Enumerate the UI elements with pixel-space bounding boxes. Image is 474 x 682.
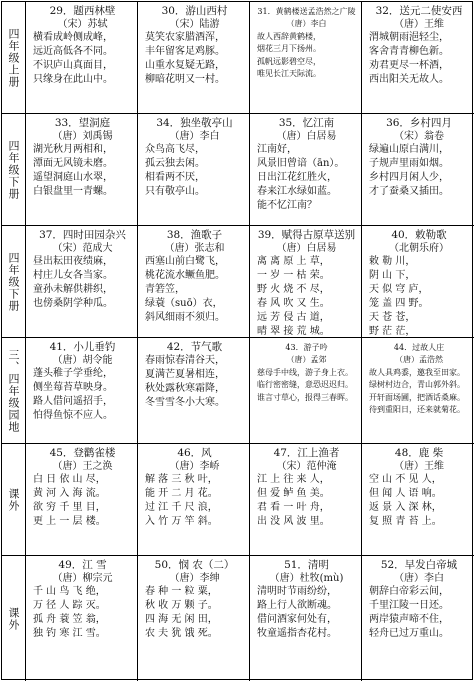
poem-author: （宋）苏轼: [57, 19, 108, 30]
poem-line: 蓬头稚子学垂纶，: [33, 368, 113, 379]
poem-title: 48．鹿 柴: [394, 447, 444, 459]
poem-line: 野 茫 茫，: [369, 326, 416, 337]
poem-title: 32．送元二使安西: [375, 5, 463, 17]
poem-cell: [250, 114, 362, 226]
poem-cell: [26, 556, 138, 681]
poem-line: 夏满芒夏暑相连，: [145, 369, 225, 380]
poem-line: 待到重阳日，还来就菊花。: [369, 405, 465, 414]
poem-cell: [362, 556, 474, 681]
poem-title: 34．独坐敬亭山: [156, 117, 233, 129]
poem-line: 西塞山前白鹭飞，: [145, 256, 225, 267]
poem-line: 返 景 入 深 林，: [369, 502, 442, 513]
poem-cell: [250, 444, 362, 556]
poem-line: 秋 收 万 颗 子。: [145, 600, 218, 611]
poem-cell: [26, 114, 138, 226]
poem-line: 风景旧曾谙（ān）。: [257, 158, 345, 169]
poem-line: 孤 舟 蓑 笠 翁，: [33, 614, 106, 625]
poem-line: 农 夫 犹 饿 死。: [145, 628, 218, 639]
poem-line: 天 似 穹 庐，: [369, 284, 429, 295]
poem-line: 丰年留客足鸡豚。: [145, 46, 225, 57]
poem-cell: [250, 226, 362, 338]
poem-cell: [250, 556, 362, 681]
poem-line: 敕 勒 川，: [369, 256, 416, 267]
poem-line: 乡村四月闲人少，: [369, 172, 449, 183]
poem-line: 渭城朝雨浥轻尘，: [369, 32, 449, 43]
poem-cell: [138, 226, 250, 338]
poem-line: 欲 穷 千 里 目，: [33, 502, 106, 513]
poem-line: 村庄儿女各当家。: [33, 270, 113, 281]
poem-line: 晴 翠 接 荒 城。: [257, 326, 330, 337]
poem-line: 横看成岭侧成峰，: [33, 32, 113, 43]
poem-line: 野 火 烧 不 尽，: [257, 284, 330, 295]
poem-line: 斜风细雨不须归。: [145, 312, 225, 323]
poem-line: 解 落 三 秋 叶，: [145, 474, 218, 485]
poem-author: （唐）柳宗元: [52, 573, 113, 584]
poem-title: 43．游子吟: [285, 343, 328, 352]
poem-line: 临行密密缝，意恐迟迟归。: [257, 380, 353, 389]
poem-line: 笼 盖 四 野。: [369, 298, 429, 309]
poem-line: 黄 河 入 海 流。: [33, 488, 106, 499]
poem-line: 故人具鸡黍，邀我至田家。: [369, 367, 465, 377]
poem-cell: [250, 338, 362, 444]
poem-author: （唐）杜牧(mù): [269, 573, 344, 584]
grade-section-label: 四年级下册: [2, 114, 26, 226]
poem-author: （唐）胡令能: [52, 355, 113, 366]
poem-line: 江 上 往 来 人，: [257, 474, 330, 485]
poem-author: （唐）孟郊: [286, 355, 327, 364]
poem-line: 潭面无风镜未磨。: [33, 158, 113, 169]
poem-line: 孤帆远影碧空尽，: [257, 56, 321, 66]
poem-line: 春雨惊春清谷天，: [145, 355, 225, 366]
poem-line: 相看两不厌，: [145, 172, 205, 183]
poem-line: 只缘身在此山中。: [33, 74, 113, 85]
poem-author: （宋）翁卷: [394, 131, 444, 142]
poem-cell: [138, 444, 250, 556]
poem-title: 33．望洞庭: [54, 117, 111, 129]
poem-line: 春来江水绿如蓝。: [257, 186, 337, 197]
poem-cell: [138, 114, 250, 226]
poem-line: 清明时节雨纷纷，: [257, 586, 337, 597]
poem-author: （唐）李白: [394, 573, 444, 584]
poem-cell: [362, 338, 474, 444]
poem-line: 但 爱 鲈 鱼 美。: [257, 488, 330, 499]
poem-line: 子规声里雨如烟。: [369, 158, 449, 169]
poem-line: 莫笑农家腊酒浑，: [145, 32, 225, 43]
poem-line: 但 闻 人 语 响。: [369, 488, 442, 499]
poem-title: 41．小儿垂钓: [49, 341, 116, 353]
grade-section-label: 四年级上册: [2, 2, 26, 114]
grade-section-label: 课外: [2, 556, 26, 681]
poem-cell: [362, 2, 474, 114]
poem-author: （唐）王维: [394, 461, 444, 472]
poem-author: （唐）李白: [286, 19, 327, 28]
poem-author: （唐）李白: [169, 131, 220, 142]
poem-line: 孤云独去闲。: [145, 158, 205, 169]
poem-line: 千 山 鸟 飞 绝，: [33, 586, 106, 597]
poem-line: 万 径 人 踪 灭。: [33, 600, 106, 611]
poem-author: （唐）张志和: [164, 243, 225, 254]
poem-line: 君 看 一 叶 舟，: [257, 502, 330, 513]
poem-author: （北朝乐府）: [389, 243, 449, 254]
poem-line: 独 钓 寒 江 雪。: [33, 628, 106, 639]
poem-title: 42．节气歌: [166, 341, 223, 353]
poem-cell: [138, 338, 250, 444]
poem-line: 牧童遥指杏花村。: [257, 628, 337, 639]
poem-cell: [362, 114, 474, 226]
poem-line: 绿蓑（suō）衣，: [145, 298, 223, 309]
poem-line: 慈母手中线，游子身上衣。: [257, 367, 353, 377]
poem-line: 能 开 二 月 花。: [145, 488, 218, 499]
poem-title: 35．忆江南: [278, 117, 335, 129]
poem-title: 31．黄鹤楼送孟浩然之广陵: [257, 7, 356, 16]
poem-line: 离 离 原 上 草，: [257, 256, 330, 267]
poem-title: 39．赋得古原草送别: [257, 229, 356, 241]
poem-line: 昼出耘田夜绩麻，: [33, 256, 113, 267]
poem-cell: [26, 338, 138, 444]
poem-line: 也傍桑阴学种瓜。: [33, 298, 113, 309]
poem-line: 借问酒家何处有，: [257, 614, 337, 625]
poem-author: （唐）白居易: [276, 243, 337, 254]
poem-title: 44．过故人庄: [393, 343, 445, 352]
poem-title: 45．登鹳雀楼: [49, 447, 116, 459]
poem-line: 西出阳关无故人。: [369, 74, 449, 85]
poem-title: 29．题西林壁: [49, 5, 116, 17]
poem-line: 侧坐莓苔草映身。: [33, 382, 113, 393]
poem-title: 47．江上渔者: [273, 447, 340, 459]
poem-line: 烟花三月下扬州。: [257, 44, 321, 53]
poem-author: （唐）王维: [394, 19, 444, 30]
poem-line: 山重水复疑无路，: [145, 60, 225, 71]
poem-line: 白银盘里一青螺。: [33, 186, 113, 197]
poem-line: 江南好，: [257, 144, 297, 155]
poem-line: 童孙未解供耕织，: [33, 284, 113, 295]
poem-line: 怕得鱼惊不应人。: [33, 410, 113, 421]
poem-line: 遥望洞庭山水翠，: [33, 172, 113, 183]
poem-line: 日出江花红胜火，: [257, 172, 337, 183]
poem-line: 绿树村边合，青山郭外斜。: [369, 380, 465, 389]
poem-line: 不识庐山真面目，: [33, 60, 113, 71]
poem-line: 两岸猿声啼不住，: [369, 614, 449, 625]
poem-line: 春 种 一 粒 粟，: [145, 586, 218, 597]
poem-line: 远近高低各不同。: [33, 46, 113, 57]
poem-title: 50．悯 农（二）: [154, 559, 235, 571]
poem-title: 49．江 雪: [58, 559, 107, 571]
poem-line: 白 日 依 山 尽，: [33, 474, 106, 485]
poem-line: 路人借问遥招手，: [33, 396, 113, 407]
poem-line: 青箬笠，: [145, 284, 185, 295]
poem-cell: [26, 226, 138, 338]
grade-section-label: 四年级下册: [2, 226, 26, 338]
poem-title: 46．风: [177, 447, 212, 459]
poem-line: 秋处露秋寒霜降，: [145, 383, 225, 394]
poem-line: 路上行人欲断魂。: [257, 600, 337, 611]
poem-line: 朝辞白帝彩云间，: [369, 586, 449, 597]
poem-author: （宋）陆游: [169, 19, 220, 30]
poem-author: （唐）李峤: [169, 461, 220, 472]
poem-line: 轻舟已过万重山。: [369, 628, 449, 639]
poem-line: 桃花流水鳜鱼肥。: [145, 270, 225, 281]
poem-table: [1, 1, 473, 680]
poem-title: 38．渔歌子: [166, 229, 223, 241]
poem-author: （唐）刘禹锡: [52, 131, 113, 142]
grade-section-label: 课外: [2, 444, 26, 556]
poem-line: 湖光秋月两相和，: [33, 144, 113, 155]
poem-line: 天 苍 苍，: [369, 312, 416, 323]
grade-section-label: 三、四年级园地: [2, 338, 26, 444]
poem-cell: [26, 2, 138, 114]
poem-author: （唐）白居易: [276, 131, 337, 142]
poem-line: 更 上 一 层 楼。: [33, 516, 106, 527]
poem-line: 能不忆江南？: [257, 200, 317, 211]
poem-line: 柳暗花明又一村。: [145, 74, 225, 85]
poem-line: 四 海 无 闲 田，: [145, 614, 218, 625]
poem-author: （宋）范成大: [52, 243, 113, 254]
poem-title: 51．清明: [284, 559, 329, 571]
poem-line: 出 没 风 波 里。: [257, 516, 330, 527]
poem-cell: [250, 2, 362, 114]
poem-author: （宋）范仲淹: [276, 461, 337, 472]
poem-title: 52．早发白帝城: [380, 559, 458, 571]
poem-cell: [362, 226, 474, 338]
poem-title: 40．敕勒歌: [391, 229, 447, 241]
poem-line: 春 风 吹 又 生。: [257, 298, 330, 309]
poem-title: 37．四时田园杂兴: [39, 229, 126, 241]
poem-line: 客舍青青柳色新。: [369, 46, 449, 57]
poem-line: 过 江 千 尺 浪，: [145, 502, 218, 513]
poem-line: 千里江陵一日还。: [369, 600, 449, 611]
poem-line: 远 芳 侵 古 道，: [257, 312, 330, 323]
poem-line: 故人西辞黄鹤楼，: [257, 31, 321, 41]
poem-cell: [138, 2, 250, 114]
poem-line: 开轩面场圃，把酒话桑麻。: [369, 392, 465, 402]
poem-author: （唐）李绅: [169, 573, 220, 584]
poem-line: 阴 山 下，: [369, 270, 416, 281]
poem-author: （唐）孟浩然: [395, 355, 443, 364]
poem-line: 众鸟高飞尽，: [145, 144, 205, 155]
poem-cell: [26, 444, 138, 556]
poem-line: 冬雪雪冬小大寒。: [145, 397, 225, 408]
poem-line: 谁言寸草心，报得三春晖。: [257, 392, 353, 402]
poem-line: 唯见长江天际流。: [257, 69, 321, 78]
poem-line: 入 竹 万 竿 斜。: [145, 516, 218, 527]
poem-line: 劝君更尽一杯酒，: [369, 60, 449, 71]
poem-title: 36．乡村四月: [386, 117, 452, 129]
poem-line: 只有敬亭山。: [145, 186, 205, 197]
poem-line: 一 岁 一 枯 荣。: [257, 270, 330, 281]
poem-cell: [362, 444, 474, 556]
poem-line: 复 照 青 苔 上。: [369, 516, 442, 527]
poem-line: 绿遍山原白满川，: [369, 144, 449, 155]
poem-line: 才了蚕桑又插田。: [369, 186, 449, 197]
poem-title: 30．游山西村: [161, 5, 228, 17]
poem-author: （唐）王之涣: [52, 461, 113, 472]
poem-cell: [138, 556, 250, 681]
poem-line: 空 山 不 见 人，: [369, 474, 442, 485]
